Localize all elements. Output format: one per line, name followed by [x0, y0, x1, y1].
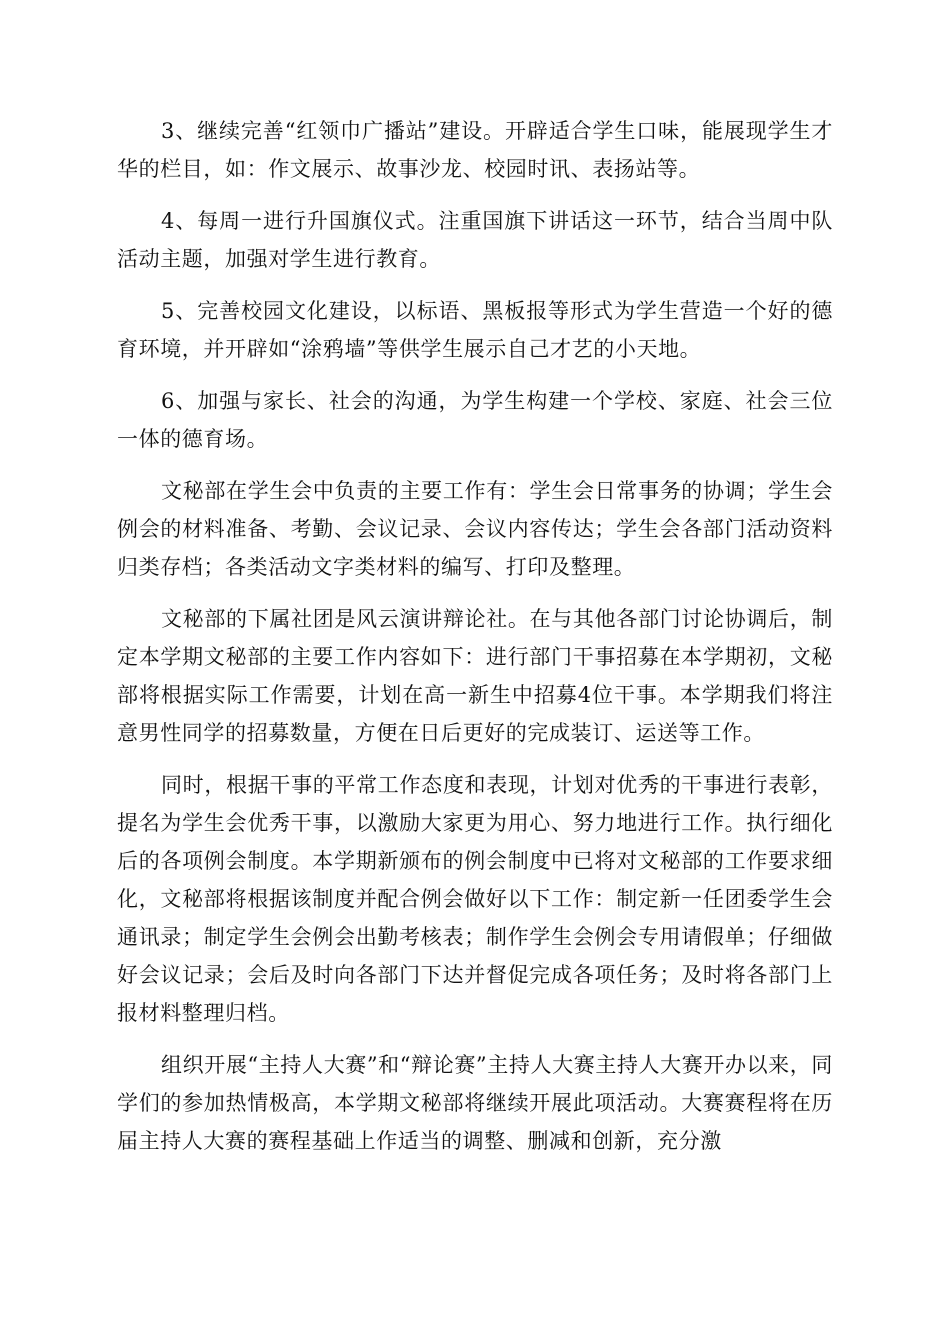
paragraph-broadcast-station: 3、继续完善“红领巾广播站”建设。开辟适合学生口味，能展现学生才华的栏目，如：作文展示、故事沙龙、校园时讯、表扬站等。: [117, 119, 833, 181]
paragraph-secretariat-duties: 文秘部在学生会中负责的主要工作有：学生会日常事务的协调；学生会例会的材料准备、考勤、会议记录、会议内容传达；学生会各部门活动资料归类存档；各类活动文字类材料的编写、打印及整理。: [117, 479, 833, 579]
paragraph-family-communication: 6、加强与家长、社会的沟通，为学生构建一个学校、家庭、社会三位一体的德育场。: [117, 389, 833, 451]
document-body: [117, 112, 833, 1174]
paragraph-secretariat-club: 文秘部的下属社团是风云演讲辩论社。在与其他各部门讨论协调后，制定本学期文秘部的主要工作内容如下：进行部门干事招募在本学期初，文秘部将根据实际工作需要，计划在高一新生中招募4位干事。本学期我们将注意男性同学的招募数量，方便在日后更好的完成装订、运送等工作。: [117, 607, 833, 745]
paragraph-host-contest: 组织开展“主持人大赛”和“辩论赛”主持人大赛主持人大赛开办以来，同学们的参加热情极高，本学期文秘部将继续开展此项活动。大赛赛程将在历届主持人大赛的赛程基础上作适当的调整、删减和创新，充分激: [117, 1053, 833, 1153]
paragraph-flag-ceremony: 4、每周一进行升国旗仪式。注重国旗下讲话这一环节，结合当周中队活动主题，加强对学生进行教育。: [117, 209, 833, 271]
paragraph-campus-culture: 5、完善校园文化建设，以标语、黑板报等形式为学生营造一个好的德育环境，并开辟如“涂鸦墙”等供学生展示自己才艺的小天地。: [117, 299, 833, 361]
paragraph-staff-commendation: 同时，根据干事的平常工作态度和表现，计划对优秀的干事进行表彰，提名为学生会优秀干事，以激励大家更为用心、努力地进行工作。执行细化后的各项例会制度。本学期新颁布的例会制度中已将对文秘部的工作要求细化，文秘部将根据该制度并配合例会做好以下工作：制定新一任团委学生会通讯录；制定学生会例会出勤考核表；制作学生会例会专用请假单；仔细做好会议记录；会后及时向各部门下达并督促完成各项任务；及时将各部门上报材料整理归档。: [117, 773, 833, 1025]
